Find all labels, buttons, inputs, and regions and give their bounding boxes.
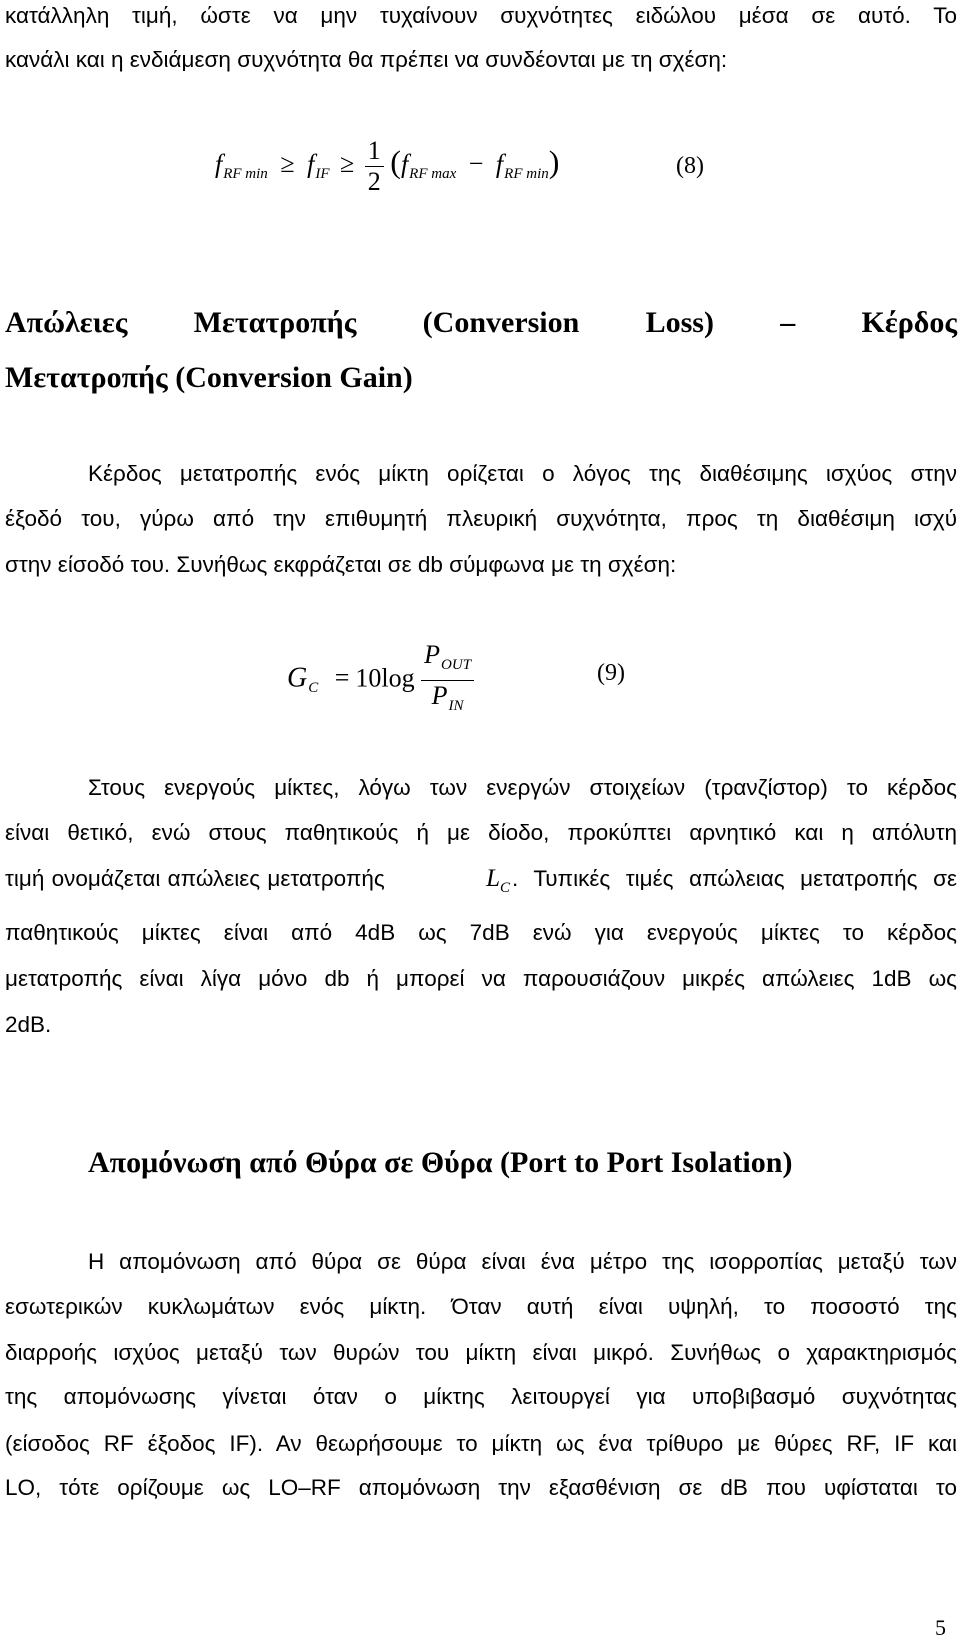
paragraph-3-line-1: Η απομόνωση από θύρα σε θύρα είναι ένα μέτρο της ισορροπίας μεταξύ των — [88, 1249, 957, 1274]
paragraph-2-line-3-a: τιμή ονομάζεται απώλειες μετατροπής — [5, 866, 385, 891]
paragraph-2-line-3-tail — [474, 865, 957, 902]
eq8-lparen: ( — [390, 143, 401, 180]
eq9-P-out: P — [424, 640, 441, 669]
conversion-loss-symbol — [486, 865, 510, 902]
equation-8 — [215, 136, 559, 197]
eq8-f4: f — [495, 149, 504, 179]
eq8-geq-1: ≥ — [280, 149, 295, 179]
paragraph-2-line-5: μετατροπής είναι λίγα μόνο db ή μπορεί να παρουσιάζουν μικρές απώλειες 1dB ως — [5, 966, 957, 991]
paragraph-2-line-6: 2dB. — [5, 1012, 52, 1037]
intro-line-2: κανάλι και η ενδιάμεση συχνότητα θα πρέπει να συνδέονται με τη σχέση: — [5, 47, 728, 72]
lc-L: L — [486, 865, 500, 892]
eq8-sub-rf-min: RF min — [223, 166, 268, 183]
paragraph-3-line-4: της απομόνωσης γίνεται όταν ο μίκτης λειτουργεί για υποβιβασμό συχνότητας — [5, 1384, 957, 1409]
paragraph-2-line-2: είναι θετικό, ενώ στους παθητικούς ή με δίοδο, προκύπτει αρνητικό και η απόλυτη — [5, 820, 957, 845]
eq9-denominator — [421, 681, 474, 721]
eq8-f3: f — [400, 149, 409, 179]
paragraph-3-line-3: διαρροής ισχύος μεταξύ των θυρών του μίκτη είναι μικρό. Συνήθως ο χαρακτηρισμός — [5, 1340, 957, 1365]
eq8-f2: f — [307, 149, 315, 179]
paragraph-2-line-3 — [5, 865, 957, 902]
paragraph-3-line-5: (είσοδος RF έξοδος IF). Αν θεωρήσουμε το μίκτη ως ένα τρίθυρο με θύρες RF, IF και — [5, 1431, 957, 1456]
eq8-sub-rf-min-2: RF min — [504, 166, 549, 183]
eq9-numerator — [421, 640, 474, 681]
eq8-sub-if: IF — [315, 166, 330, 183]
section-heading-conversion-gain: Μετατροπής (Conversion Gain) — [5, 361, 413, 394]
lc-sub: C — [499, 880, 510, 896]
paragraph-3-line-6: LO, τότε ορίζουμε ως LO–RF απομόνωση την εξασθένιση σε dB που υφίσταται το — [5, 1475, 957, 1500]
paragraph-2-line-4: παθητικούς μίκτες είναι από 4dB ως 7dB ενώ για ενεργούς μίκτες το κέρδος — [5, 920, 957, 945]
eq8-geq-2: ≥ — [340, 149, 355, 179]
paragraph-2-line-1: Στους ενεργούς μίκτες, λόγω των ενεργών στοιχείων (τρανζίστορ) το κέρδος — [88, 775, 957, 800]
section-heading-port-isolation: Απομόνωση από Θύρα σε Θύρα (Port to Port Isolation) — [88, 1146, 793, 1179]
eq9-P-in: P — [431, 681, 448, 710]
page-number: 5 — [935, 1615, 946, 1640]
paragraph-1-line-3: στην είσοδό του. Συνήθως εκφράζεται σε db σύμφωνα με τη σχέση: — [5, 552, 677, 577]
paragraph-1-line-2: έξοδό του, γύρω από την επιθυμητή πλευρική συχνότητα, προς τη διαθέσιμη ισχύ — [5, 506, 957, 531]
eq9-sub-out: OUT — [441, 657, 472, 673]
eq9-equals: = — [334, 663, 350, 693]
equation-9-number: (9) — [597, 660, 625, 686]
equation-8-number: (8) — [676, 153, 704, 179]
paragraph-2-line-3-b: . Τυπικές τιμές απώλειας μετατροπής σε — [512, 866, 957, 891]
section-heading-conversion-loss: Απώλειες Μετατροπής (Conversion Loss) – Κέρδος — [5, 306, 957, 339]
intro-line-1: κατάλληλη τιμή, ώστε να μην τυχαίνουν συχνότητες ειδώλου μέσα σε αυτό. Το — [5, 3, 957, 28]
eq8-minus: − — [468, 149, 484, 179]
eq8-half — [365, 136, 384, 197]
eq9-sub-in: IN — [448, 698, 464, 714]
eq9-fraction — [421, 640, 474, 721]
eq8-f1: f — [215, 149, 223, 179]
paragraph-3-line-2: εσωτερικών κυκλωμάτων ενός μίκτη. Όταν αυτή είναι υψηλή, το ποσοστό της — [5, 1294, 957, 1319]
eq9-G: G — [287, 662, 308, 694]
eq9-coef: 10log — [355, 663, 415, 693]
eq9-sub-c: C — [308, 680, 319, 697]
equation-9 — [287, 640, 474, 721]
eq8-rparen: ) — [548, 143, 560, 180]
eq8-sub-rf-max: RF max — [409, 166, 457, 183]
paragraph-1-line-1: Κέρδος μετατροπής ενός μίκτη ορίζεται ο λόγος της διαθέσιμης ισχύος στην — [88, 461, 957, 486]
eq8-half-den: 2 — [367, 167, 381, 196]
eq8-half-num: 1 — [365, 136, 384, 167]
